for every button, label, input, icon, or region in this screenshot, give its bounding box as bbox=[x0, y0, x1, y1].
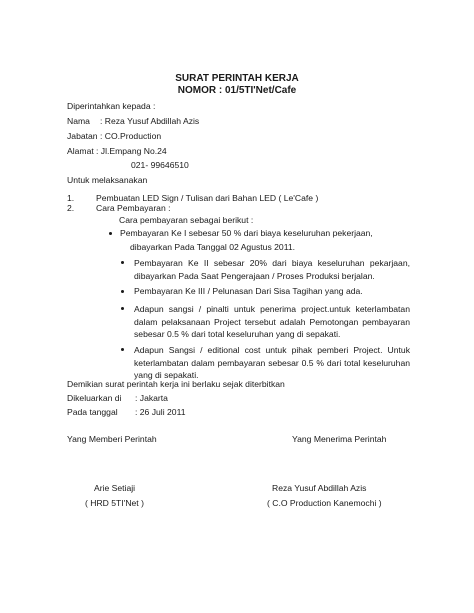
task-text: Pembuatan LED Sign / Tulisan dari Bahan LED ( Le'Cafe ) bbox=[96, 193, 319, 203]
task-number: 1. bbox=[67, 193, 75, 203]
payment-item-line: dibayarkan Pada Tanggal 02 Agustus 2011. bbox=[130, 242, 296, 252]
bullet-icon bbox=[121, 261, 124, 264]
letter-number: NOMOR : 01/5TI'Net/Cafe bbox=[177, 85, 297, 96]
closing-statement: Demikian surat perintah kerja ini berlaku sejak diterbitkan bbox=[67, 379, 285, 389]
recipient-intro: Diperintahkan kepada : bbox=[67, 101, 156, 111]
bullet-icon bbox=[121, 290, 124, 293]
phone-number: 021- 99646510 bbox=[131, 160, 189, 170]
address-value: : Jl.Empang No.24 bbox=[96, 146, 167, 156]
name-value: : Reza Yusuf Abdillah Azis bbox=[100, 116, 200, 126]
receiver-label: Yang Menerima Perintah bbox=[292, 434, 387, 444]
payment-item: Pembayaran Ke III / Pelunasan Dari Sisa Tagihan yang ada. bbox=[134, 286, 363, 296]
address-label: Alamat bbox=[67, 146, 94, 156]
bullet-icon bbox=[121, 307, 124, 310]
date-label: Pada tanggal bbox=[67, 407, 118, 417]
bullet-icon bbox=[121, 348, 124, 351]
payment-intro: Cara pembayaran sebagai berikut : bbox=[119, 215, 254, 225]
task-number: 2. bbox=[67, 203, 75, 213]
payment-item-line: Pembayaran Ke I sebesar 50 % dari biaya keseluruhan pekerjaan, bbox=[120, 228, 373, 238]
giver-name: Arie Setiaji bbox=[94, 483, 136, 493]
bullet-icon bbox=[109, 232, 112, 235]
task-intro: Untuk melaksanakan bbox=[67, 175, 148, 185]
receiver-org: ( C.O Production Kanemochi ) bbox=[267, 498, 382, 508]
giver-label: Yang Memberi Perintah bbox=[67, 434, 157, 444]
letter-title: SURAT PERINTAH KERJA bbox=[175, 73, 299, 84]
position-value: : CO.Production bbox=[100, 131, 162, 141]
issued-label: Dikeluarkan di bbox=[67, 393, 122, 403]
name-label: Nama bbox=[67, 116, 90, 126]
task-text: Cara Pembayaran : bbox=[96, 203, 171, 213]
payment-item: Adapun sangsi / pinalti untuk penerima project.untuk keterlambatan dalam pelaksanaan Project tersebut adalah Pemotongan pembayaran sebesar 0.5 % dari total keseluruhan yang di sepakati. bbox=[134, 304, 410, 339]
position-label: Jabatan bbox=[67, 131, 98, 141]
issued-value: : Jakarta bbox=[135, 393, 168, 403]
date-value: : 26 Juli 2011 bbox=[135, 407, 186, 417]
payment-item: Adapun Sangsi / editional cost untuk pihak pemberi Project. Untuk keterlambatan dalam pembayaran sebesar 0.5 % dari total keseluruhan yang di sepakati. bbox=[134, 345, 410, 380]
receiver-name: Reza Yusuf Abdillah Azis bbox=[272, 483, 367, 493]
giver-org: ( HRD 5TI'Net ) bbox=[85, 498, 144, 508]
payment-item: Pembayaran Ke II sebesar 20% dari biaya keseluruhan pekarjaan, dibayarkan Pada Saat Pengerajaan / Proses Produksi berjalan. bbox=[134, 258, 410, 281]
